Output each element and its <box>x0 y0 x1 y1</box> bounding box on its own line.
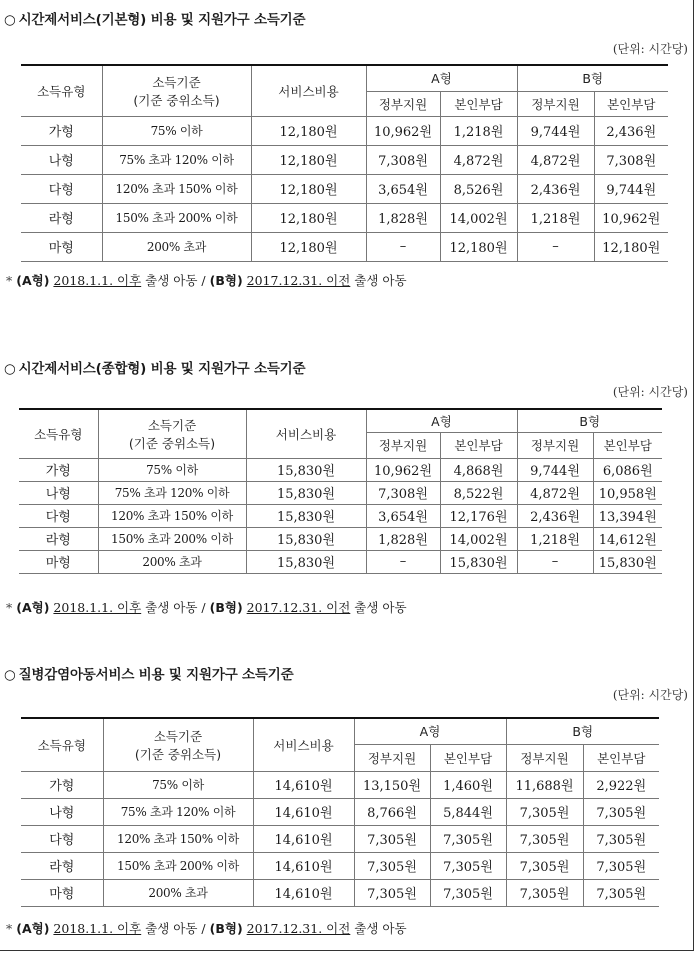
cell-income-type: 마형 <box>21 879 103 906</box>
header-b-self-pay: 본인부담 <box>583 744 659 771</box>
header-income-type: 소득유형 <box>21 718 103 771</box>
note-a-text: 출생 아동 / <box>145 600 206 615</box>
cell-a-gov: 3,654원 <box>366 174 440 203</box>
cell-b-self: 12,180원 <box>594 232 668 261</box>
header-b-gov-support: 정부지원 <box>517 91 594 116</box>
header-b-gov-support: 정부지원 <box>517 432 593 458</box>
note-a-label: (A형) <box>16 921 50 936</box>
header-a-self-pay: 본인부담 <box>440 432 517 458</box>
cell-b-self: 7,305원 <box>583 798 659 825</box>
table-row <box>21 116 668 145</box>
cell-b-gov: 1,218원 <box>517 527 593 550</box>
table-row <box>19 527 662 550</box>
cell-service-cost: 15,830원 <box>246 550 366 573</box>
cell-b-gov: 4,872원 <box>517 481 593 504</box>
cell-a-gov: 10,962원 <box>366 116 440 145</box>
cell-service-cost: 12,180원 <box>251 203 366 232</box>
table-row <box>19 550 662 573</box>
table-row <box>19 504 662 527</box>
table-row <box>21 232 668 261</box>
cell-b-gov: 4,872원 <box>517 145 594 174</box>
cell-criteria: 200% 초과 <box>102 232 251 261</box>
income-table <box>21 717 659 907</box>
bullet-marker: ○ <box>4 667 16 683</box>
cell-service-cost: 15,830원 <box>246 458 366 481</box>
cell-b-self: 13,394원 <box>593 504 662 527</box>
note-a-date: 2018.1.1. 이후 <box>53 600 142 615</box>
section-title-text: 시간제서비스(기본형) 비용 및 지원가구 소득기준 <box>18 12 306 28</box>
cell-b-self: 9,744원 <box>594 174 668 203</box>
cell-income-type: 라형 <box>19 527 98 550</box>
header-service-cost: 서비스비용 <box>246 409 366 458</box>
cell-service-cost: 14,610원 <box>253 879 354 906</box>
table-row <box>19 458 662 481</box>
cell-a-gov: 10,962원 <box>366 458 440 481</box>
cell-criteria: 120% 초과 150% 이하 <box>103 825 253 852</box>
cell-criteria: 150% 초과 200% 이하 <box>98 527 246 550</box>
table-row <box>21 174 668 203</box>
cell-a-self: 4,872원 <box>440 145 517 174</box>
cell-income-type: 나형 <box>21 145 102 174</box>
cell-service-cost: 12,180원 <box>251 174 366 203</box>
note-asterisk: * <box>6 921 13 936</box>
cell-b-self: 10,962원 <box>594 203 668 232</box>
income-table <box>21 64 668 262</box>
cell-a-gov: 13,150원 <box>354 771 430 798</box>
cell-a-self: 1,218원 <box>440 116 517 145</box>
cell-service-cost: 14,610원 <box>253 825 354 852</box>
cell-income-type: 가형 <box>19 458 98 481</box>
cell-b-gov: 9,744원 <box>517 116 594 145</box>
note-a-text: 출생 아동 / <box>145 921 206 936</box>
note-b-text: 출생 아동 <box>354 273 407 288</box>
cell-b-self: 2,436원 <box>594 116 668 145</box>
cell-b-gov: 9,744원 <box>517 458 593 481</box>
header-criteria-line1: 소득기준 <box>147 417 197 433</box>
header-b-type: B형 <box>517 409 662 432</box>
birth-date-note <box>6 271 407 289</box>
cell-a-self: 8,522원 <box>440 481 517 504</box>
note-a-label: (A형) <box>16 600 50 615</box>
cell-b-self: 6,086원 <box>593 458 662 481</box>
bullet-marker: ○ <box>4 12 16 28</box>
cell-a-self: 14,002원 <box>440 527 517 550</box>
cell-service-cost: 14,610원 <box>253 771 354 798</box>
table-row <box>21 771 659 798</box>
cell-criteria: 75% 이하 <box>98 458 246 481</box>
cell-income-type: 라형 <box>21 852 103 879</box>
cell-criteria: 120% 초과 150% 이하 <box>98 504 246 527</box>
header-criteria-line1: 소득기준 <box>153 728 203 744</box>
cell-income-type: 나형 <box>19 481 98 504</box>
cell-b-gov: 1,218원 <box>517 203 594 232</box>
note-b-date: 2017.12.31. 이전 <box>246 600 351 615</box>
cell-income-type: 가형 <box>21 116 102 145</box>
cell-b-gov: 7,305원 <box>506 852 583 879</box>
cell-service-cost: 14,610원 <box>253 798 354 825</box>
cell-a-self: 15,830원 <box>440 550 517 573</box>
header-criteria <box>102 65 251 116</box>
header-a-gov-support: 정부지원 <box>366 432 440 458</box>
cell-criteria: 150% 초과 200% 이하 <box>103 852 253 879</box>
header-service-cost: 서비스비용 <box>253 718 354 771</box>
table-row <box>21 825 659 852</box>
cell-a-self: 1,460원 <box>430 771 506 798</box>
cell-criteria: 200% 초과 <box>103 879 253 906</box>
cell-a-gov: 7,308원 <box>366 481 440 504</box>
header-b-type: B형 <box>506 718 659 744</box>
cell-income-type: 다형 <box>21 174 102 203</box>
cell-a-gov: – <box>366 232 440 261</box>
note-asterisk: * <box>6 273 13 288</box>
cell-criteria: 75% 초과 120% 이하 <box>102 145 251 174</box>
cell-a-gov: 7,308원 <box>366 145 440 174</box>
cell-criteria: 75% 초과 120% 이하 <box>103 798 253 825</box>
income-table <box>19 408 662 574</box>
cell-service-cost: 14,610원 <box>253 852 354 879</box>
cell-a-self: 12,176원 <box>440 504 517 527</box>
cell-income-type: 가형 <box>21 771 103 798</box>
cell-a-self: 7,305원 <box>430 825 506 852</box>
cell-criteria: 150% 초과 200% 이하 <box>102 203 251 232</box>
header-b-self-pay: 본인부담 <box>593 432 662 458</box>
header-criteria-line2: (기준 중위소득) <box>133 92 220 108</box>
note-a-text: 출생 아동 / <box>145 273 206 288</box>
unit-label: (단위: 시간당) <box>612 42 688 56</box>
header-a-gov-support: 정부지원 <box>366 91 440 116</box>
header-b-self-pay: 본인부담 <box>594 91 668 116</box>
note-asterisk: * <box>6 600 13 615</box>
bullet-marker: ○ <box>4 361 16 377</box>
cell-a-self: 7,305원 <box>430 879 506 906</box>
birth-date-note <box>6 919 407 937</box>
section-title <box>4 663 293 683</box>
cell-b-self: 7,305원 <box>583 852 659 879</box>
cell-service-cost: 12,180원 <box>251 145 366 174</box>
cell-criteria: 75% 초과 120% 이하 <box>98 481 246 504</box>
cell-criteria: 75% 이하 <box>103 771 253 798</box>
header-a-type: A형 <box>366 65 517 91</box>
cell-a-self: 12,180원 <box>440 232 517 261</box>
cell-b-gov: – <box>517 550 593 573</box>
table-row <box>21 203 668 232</box>
cell-b-gov: 7,305원 <box>506 879 583 906</box>
cell-b-self: 7,305원 <box>583 825 659 852</box>
note-a-date: 2018.1.1. 이후 <box>53 921 142 936</box>
cell-b-gov: 2,436원 <box>517 174 594 203</box>
cell-service-cost: 12,180원 <box>251 232 366 261</box>
cell-a-self: 5,844원 <box>430 798 506 825</box>
cell-b-self: 7,305원 <box>583 879 659 906</box>
header-income-type: 소득유형 <box>21 65 102 116</box>
cell-income-type: 다형 <box>19 504 98 527</box>
cell-service-cost: 15,830원 <box>246 504 366 527</box>
header-a-type: A형 <box>354 718 506 744</box>
cell-a-self: 7,305원 <box>430 852 506 879</box>
header-service-cost: 서비스비용 <box>251 65 366 116</box>
cell-a-self: 14,002원 <box>440 203 517 232</box>
note-b-label: (B형) <box>209 600 243 615</box>
cell-a-gov: 7,305원 <box>354 825 430 852</box>
table-row <box>21 879 659 906</box>
header-criteria <box>98 409 246 458</box>
table-row <box>21 145 668 174</box>
cell-a-gov: – <box>366 550 440 573</box>
cell-b-self: 14,612원 <box>593 527 662 550</box>
cell-b-self: 2,922원 <box>583 771 659 798</box>
note-b-text: 출생 아동 <box>354 600 407 615</box>
birth-date-note <box>6 598 407 616</box>
header-a-self-pay: 본인부담 <box>430 744 506 771</box>
cell-income-type: 라형 <box>21 203 102 232</box>
cell-b-self: 10,958원 <box>593 481 662 504</box>
cell-b-gov: 7,305원 <box>506 798 583 825</box>
note-a-date: 2018.1.1. 이후 <box>53 273 142 288</box>
cell-a-gov: 1,828원 <box>366 203 440 232</box>
cell-criteria: 120% 초과 150% 이하 <box>102 174 251 203</box>
cell-b-gov: 7,305원 <box>506 825 583 852</box>
header-criteria-line1: 소득기준 <box>152 74 201 90</box>
cell-service-cost: 15,830원 <box>246 527 366 550</box>
section-title <box>4 357 305 377</box>
header-a-gov-support: 정부지원 <box>354 744 430 771</box>
section-title-text: 질병감염아동서비스 비용 및 지원가구 소득기준 <box>18 667 294 683</box>
cell-income-type: 마형 <box>21 232 102 261</box>
header-a-self-pay: 본인부담 <box>440 91 517 116</box>
unit-label: (단위: 시간당) <box>612 385 688 399</box>
note-b-label: (B형) <box>209 273 243 288</box>
cell-b-self: 7,308원 <box>594 145 668 174</box>
unit-label: (단위: 시간당) <box>612 688 688 702</box>
header-criteria <box>103 718 253 771</box>
section-title-text: 시간제서비스(종합형) 비용 및 지원가구 소득기준 <box>18 361 306 377</box>
cell-income-type: 다형 <box>21 825 103 852</box>
note-b-date: 2017.12.31. 이전 <box>246 273 351 288</box>
cell-a-gov: 7,305원 <box>354 879 430 906</box>
section-title <box>4 8 305 28</box>
table-row <box>21 852 659 879</box>
cell-criteria: 75% 이하 <box>102 116 251 145</box>
cell-a-self: 8,526원 <box>440 174 517 203</box>
note-b-text: 출생 아동 <box>354 921 407 936</box>
header-criteria-line2: (기준 중위소득) <box>128 435 216 451</box>
cell-b-gov: 11,688원 <box>506 771 583 798</box>
table-row <box>19 481 662 504</box>
header-b-type: B형 <box>517 65 668 91</box>
cell-a-gov: 1,828원 <box>366 527 440 550</box>
cell-criteria: 200% 초과 <box>98 550 246 573</box>
note-a-label: (A형) <box>16 273 50 288</box>
cell-a-gov: 8,766원 <box>354 798 430 825</box>
cell-income-type: 나형 <box>21 798 103 825</box>
table-row <box>21 798 659 825</box>
cell-income-type: 마형 <box>19 550 98 573</box>
note-b-date: 2017.12.31. 이전 <box>246 921 351 936</box>
header-criteria-line2: (기준 중위소득) <box>134 746 222 762</box>
cell-a-self: 4,868원 <box>440 458 517 481</box>
cell-a-gov: 7,305원 <box>354 852 430 879</box>
header-income-type: 소득유형 <box>19 409 98 458</box>
header-b-gov-support: 정부지원 <box>506 744 583 771</box>
cell-service-cost: 15,830원 <box>246 481 366 504</box>
cell-b-gov: – <box>517 232 594 261</box>
cell-a-gov: 3,654원 <box>366 504 440 527</box>
cell-service-cost: 12,180원 <box>251 116 366 145</box>
cell-b-self: 15,830원 <box>593 550 662 573</box>
note-b-label: (B형) <box>209 921 243 936</box>
header-a-type: A형 <box>366 409 517 432</box>
cell-b-gov: 2,436원 <box>517 504 593 527</box>
